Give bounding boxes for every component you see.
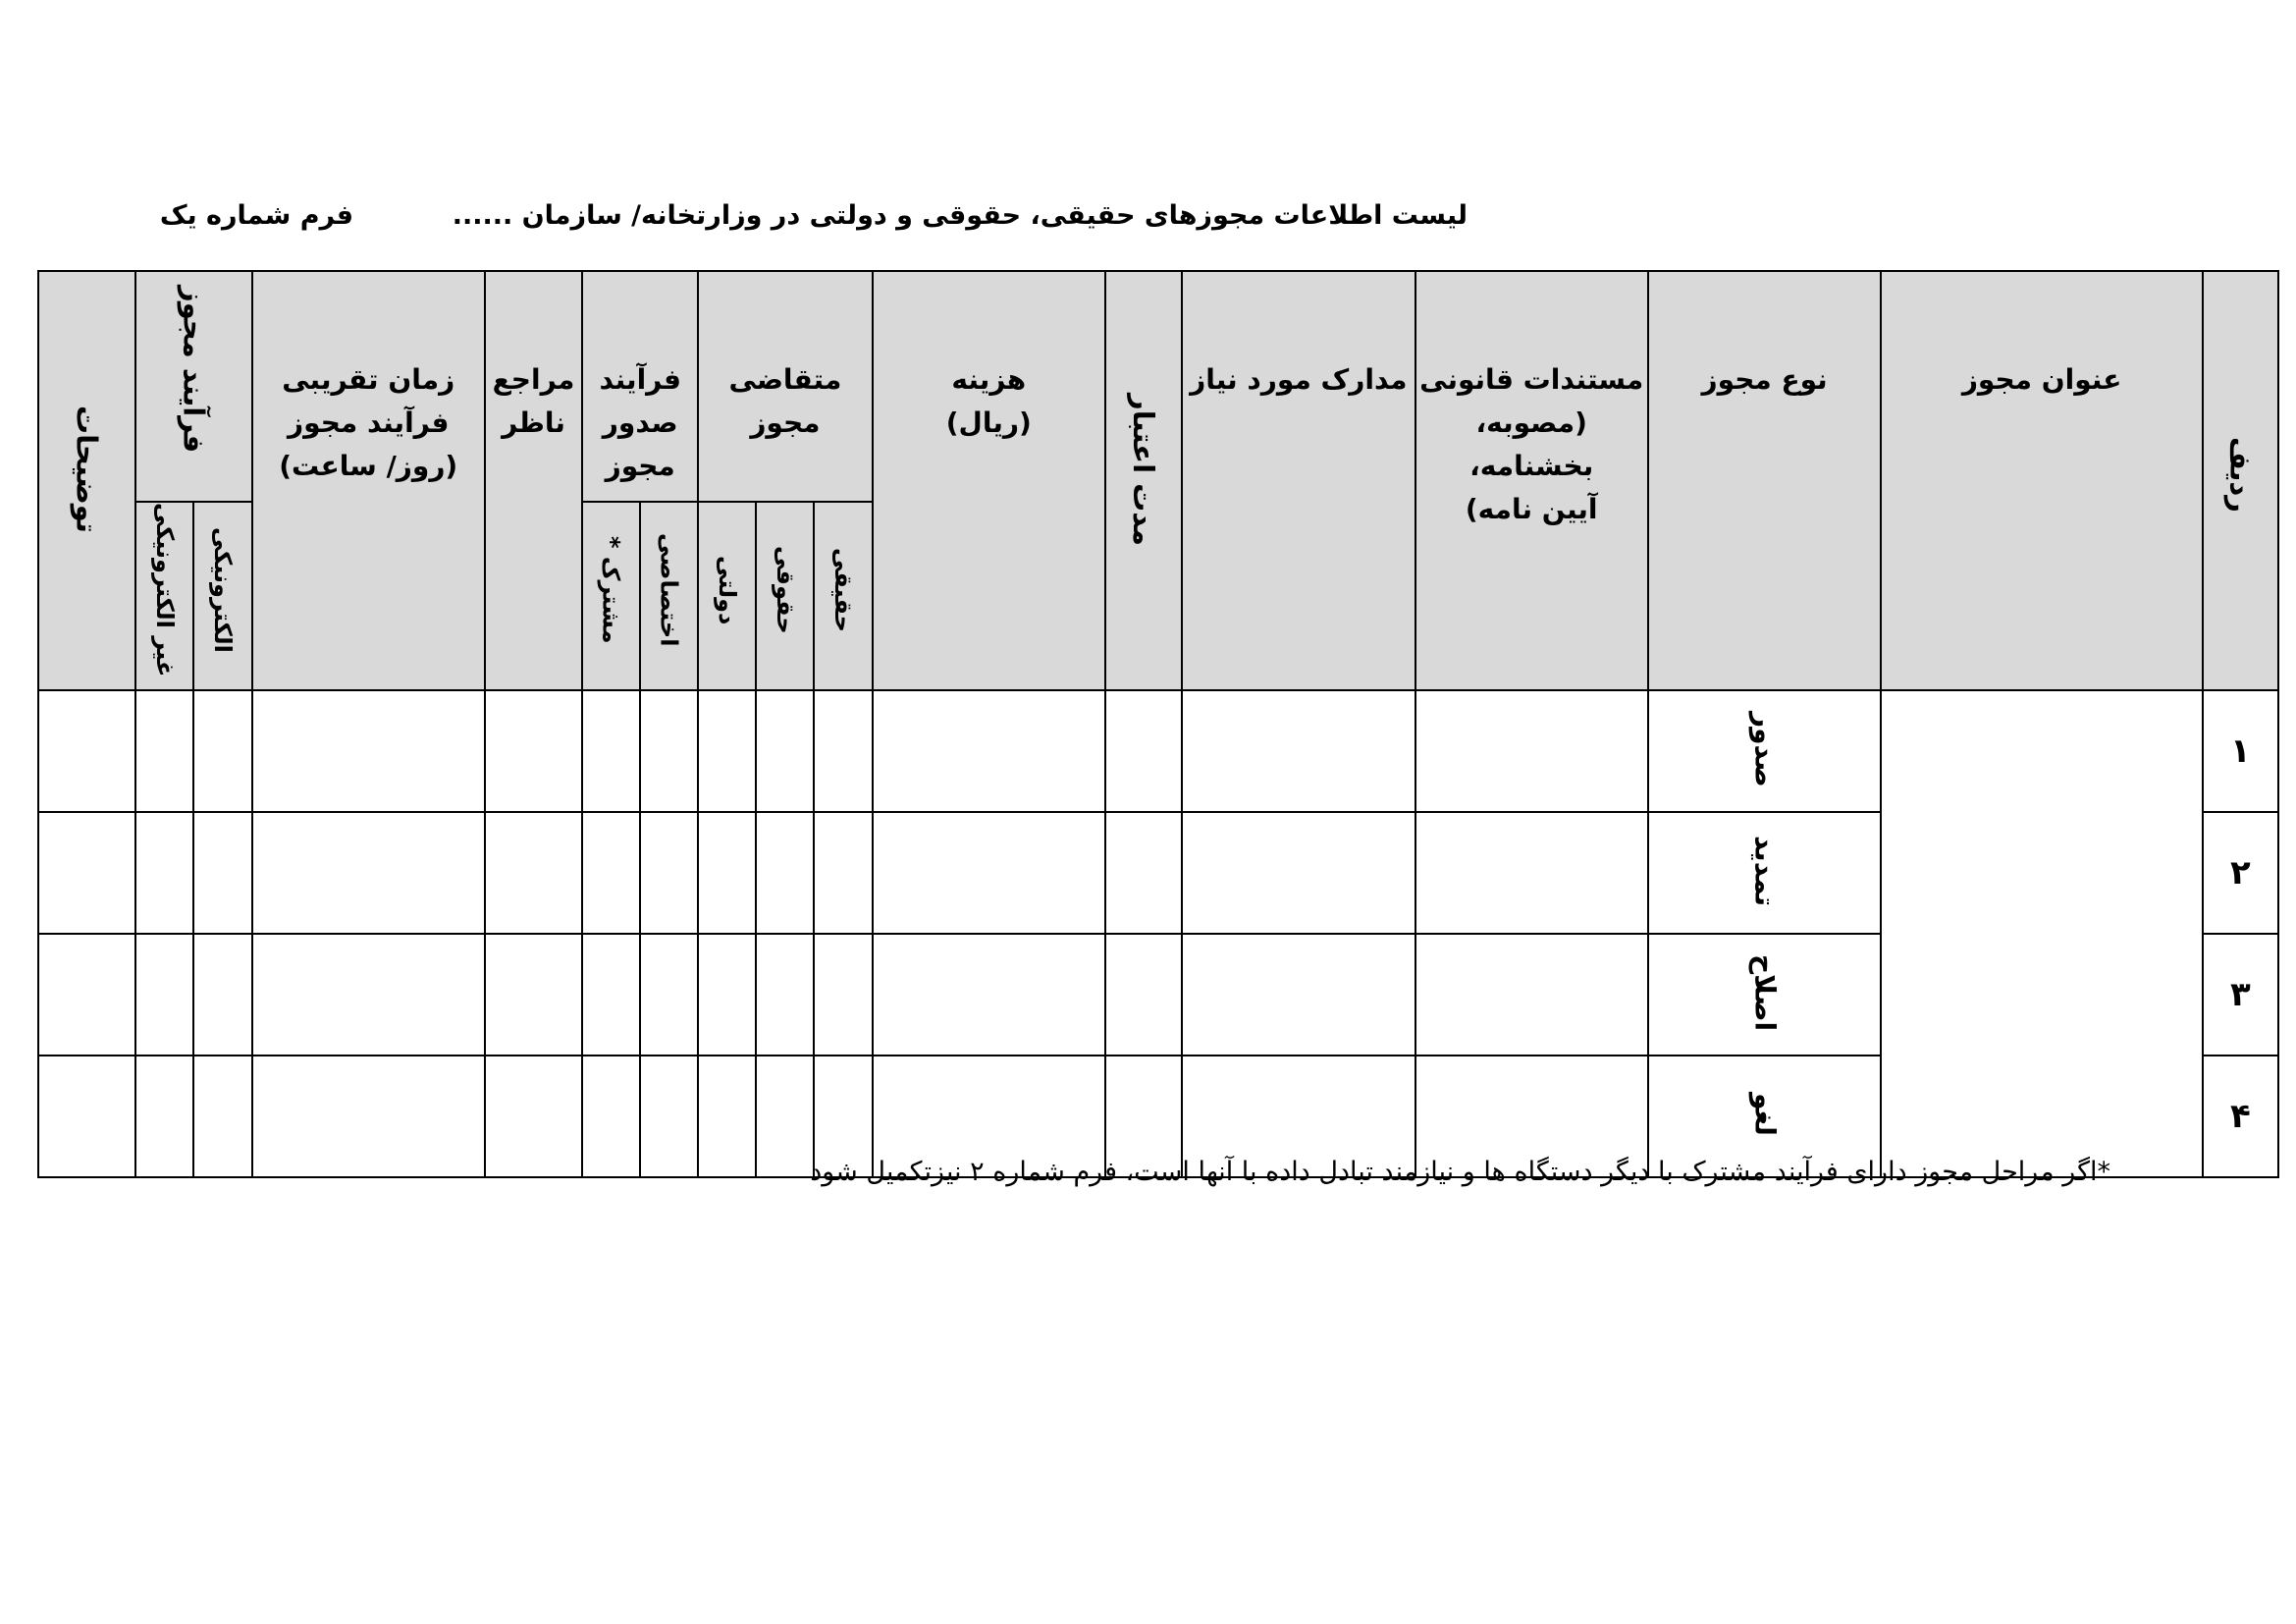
header-legal-documents: مستندات قانونی (مصوبه، بخشنامه، آیین نامه): [1415, 271, 1648, 690]
table-cell[interactable]: [756, 1056, 814, 1177]
table-cell[interactable]: [1182, 690, 1415, 812]
header-cost: هزینه (ریال): [873, 271, 1105, 690]
table-cell[interactable]: [485, 690, 582, 812]
header-applicant-government: دولتی: [698, 502, 756, 690]
row-number: ۲: [2203, 812, 2278, 934]
table-cell[interactable]: [485, 934, 582, 1056]
license-title-cell[interactable]: [1881, 690, 2203, 1177]
row-number: ۳: [2203, 934, 2278, 1056]
header-approximate-time: زمان تقریبی فرآیند مجوز (روز/ ساعت): [252, 271, 485, 690]
table-cell[interactable]: [252, 690, 485, 812]
table-cell[interactable]: [38, 690, 135, 812]
table-cell[interactable]: [698, 1056, 756, 1177]
header-license-process: فرآیند مجوز: [135, 271, 251, 502]
license-type-cell: لغو: [1648, 1056, 1881, 1177]
header-row-number: ردیف: [2203, 271, 2278, 690]
table-cell[interactable]: [814, 690, 872, 812]
row-number: ۴: [2203, 1056, 2278, 1177]
header-applicant: متقاضی مجوز: [698, 271, 872, 502]
header-applicant-natural: حقیقی: [814, 502, 872, 690]
table-cell[interactable]: [640, 690, 698, 812]
table-cell[interactable]: [873, 812, 1105, 934]
header-license-type: نوع مجوز: [1648, 271, 1881, 690]
table-cell[interactable]: [252, 934, 485, 1056]
table-cell[interactable]: [582, 1056, 640, 1177]
license-type-cell: تمدید: [1648, 812, 1881, 934]
table-cell[interactable]: [193, 934, 251, 1056]
table-cell[interactable]: [485, 1056, 582, 1177]
table-cell[interactable]: [252, 1056, 485, 1177]
header-validity-period: مدت اعتبار: [1105, 271, 1182, 690]
table-cell[interactable]: [1105, 690, 1182, 812]
table-cell[interactable]: [640, 812, 698, 934]
table-cell[interactable]: [485, 812, 582, 934]
header-issue-process: فرآیند صدور مجوز: [582, 271, 698, 502]
page-title: لیست اطلاعات مجوزهای حقیقی، حقوقی و دولتی در وزارتخانه/ سازمان ......: [452, 200, 1468, 231]
table-cell[interactable]: [1182, 934, 1415, 1056]
table-cell[interactable]: [756, 934, 814, 1056]
header-electronic: الکترونیکی: [193, 502, 251, 690]
table-cell[interactable]: [873, 934, 1105, 1056]
table-cell[interactable]: [135, 1056, 193, 1177]
table-cell[interactable]: [135, 934, 193, 1056]
table-cell[interactable]: [582, 934, 640, 1056]
table-cell[interactable]: [582, 690, 640, 812]
table-cell[interactable]: [252, 812, 485, 934]
table-row: [38, 690, 2278, 812]
table-cell[interactable]: [814, 934, 872, 1056]
header-applicant-legal: حقوقی: [756, 502, 814, 690]
table-cell[interactable]: [814, 812, 872, 934]
table-cell[interactable]: [756, 690, 814, 812]
table-cell[interactable]: [698, 934, 756, 1056]
table-cell[interactable]: [193, 1056, 251, 1177]
table-cell[interactable]: [1182, 812, 1415, 934]
license-info-table: [37, 270, 2279, 1178]
table-cell[interactable]: [640, 934, 698, 1056]
form-number: فرم شماره یک: [159, 200, 353, 231]
license-type-cell: اصلاح: [1648, 934, 1881, 1056]
header-license-title: عنوان مجوز: [1881, 271, 2203, 690]
table-cell[interactable]: [698, 812, 756, 934]
header-remarks: توضیحات: [38, 271, 135, 690]
table-cell[interactable]: [698, 690, 756, 812]
table-cell[interactable]: [582, 812, 640, 934]
footnote: *اگر مراحل مجوز دارای فرآیند مشترک با دیگر دستگاه ها و نیازمند تبادل داده با آنها است، فرم شماره ۲ نیزتکمیل شود: [810, 1157, 2110, 1187]
table-cell[interactable]: [873, 690, 1105, 812]
header-supervisory-authorities: مراجع ناظر: [485, 271, 582, 690]
table-cell[interactable]: [1415, 690, 1648, 812]
table-cell[interactable]: [38, 812, 135, 934]
table-cell[interactable]: [193, 812, 251, 934]
table-cell[interactable]: [38, 1056, 135, 1177]
row-number: ۱: [2203, 690, 2278, 812]
table-cell[interactable]: [1415, 934, 1648, 1056]
table-cell[interactable]: [756, 812, 814, 934]
table-cell[interactable]: [1105, 934, 1182, 1056]
header-process-exclusive: اختصاصی: [640, 502, 698, 690]
header-required-documents: مدارک مورد نیاز: [1182, 271, 1415, 690]
table-cell[interactable]: [135, 812, 193, 934]
header-process-shared: مشترک *: [582, 502, 640, 690]
header-non-electronic: غیر الکترونیکی: [135, 502, 193, 690]
table-cell[interactable]: [135, 690, 193, 812]
table-cell[interactable]: [193, 690, 251, 812]
table-cell[interactable]: [1415, 812, 1648, 934]
table-cell[interactable]: [38, 934, 135, 1056]
table-cell[interactable]: [1105, 812, 1182, 934]
table-cell[interactable]: [640, 1056, 698, 1177]
license-type-cell: صدور: [1648, 690, 1881, 812]
